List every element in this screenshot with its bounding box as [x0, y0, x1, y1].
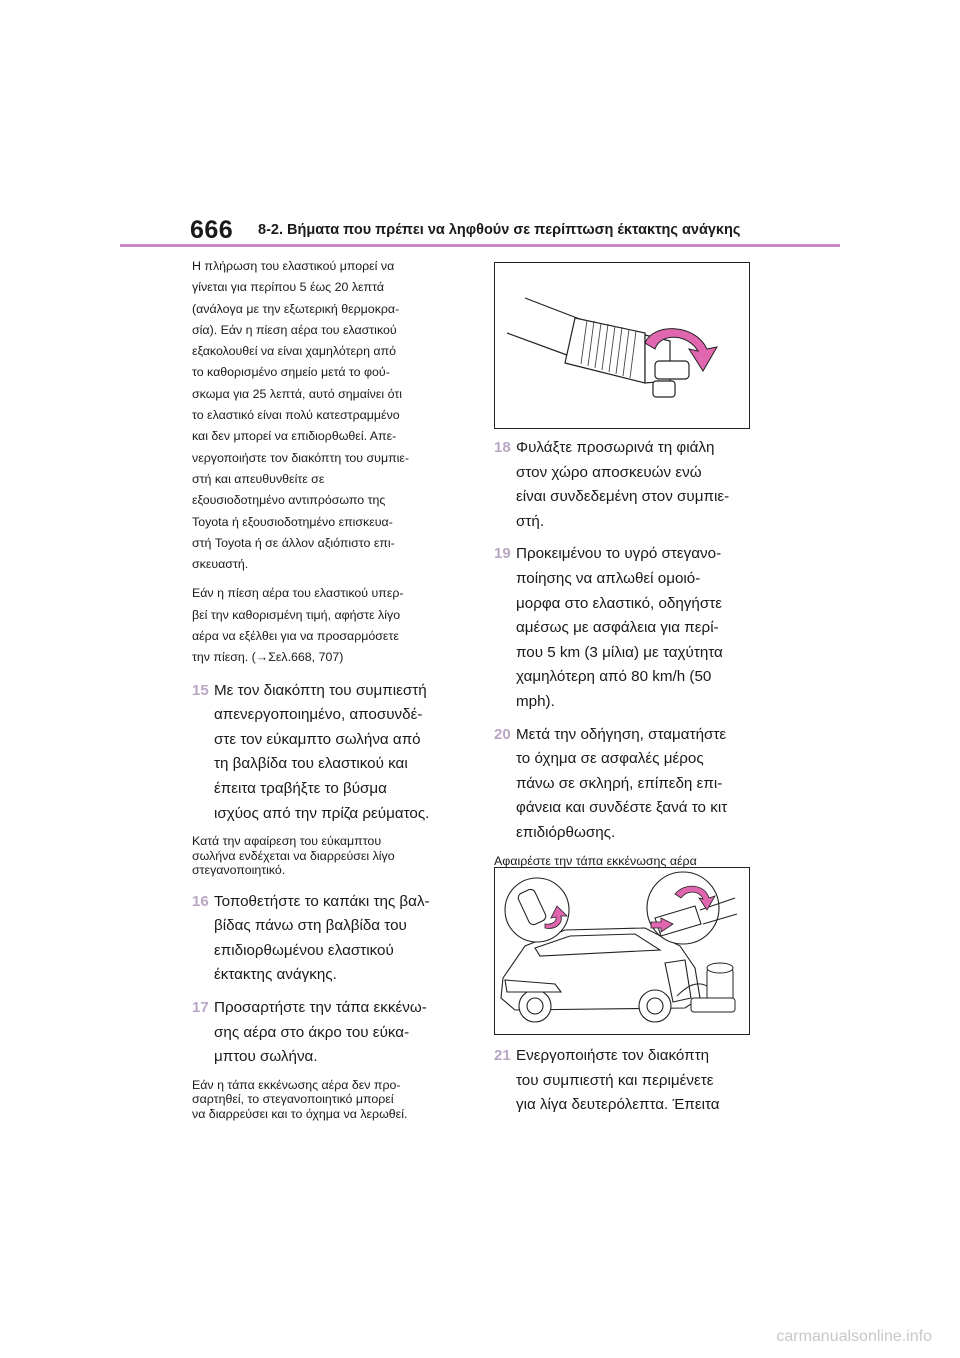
step-number: 21 [494, 1047, 511, 1064]
step-number: 15 [192, 681, 209, 699]
right-column-bottom [494, 1044, 759, 1126]
step-number: 16 [192, 892, 209, 910]
step-text: Τοποθετήστε το καπάκι της βαλ- βίδας πάνω στη βαλβίδα του επιδιορθωμένου ελαστικού έκτακτης ανάγκης. [214, 892, 430, 984]
header-rule [120, 244, 840, 247]
page-number: 666 [190, 216, 234, 244]
step-text: Φυλάξτε προσωρινά τη φιάλη στον χώρο αποσκευών ενώ είναι συνδεδεμένη στον συμπιε- στή. [516, 439, 730, 530]
hose-cap-illustration [495, 263, 749, 428]
step-16 [192, 890, 470, 988]
step-number: 17 [192, 999, 209, 1017]
step-19 [494, 542, 759, 714]
step-number: 19 [494, 545, 511, 563]
overpressure-paragraph: Εάν η πίεση αέρα του ελαστικού υπερ- βεί την καθορισμένη τιμή, αφήστε λίγο αέρα να εξέλθει για να προσαρμόσετε την πίεση. (→Σελ.668, 707) [192, 586, 404, 665]
inflation-time-paragraph: Η πλήρωση του ελαστικού μπορεί να γίνεται για περίπου 5 έως 20 λεπτά (ανάλογα με την εξωτερική θερμοκρα- σία). Εάν η πίεση αέρα του ελαστικού εξακολουθεί να είναι χαμηλότερη από το καθορισμένο σημείο μετά το φού- σκωμα για 25 λεπτά, αυτό σημαίνει ότι το ελαστικό είναι πολύ κατεστραμμένο και δεν μπορεί να επιδιορθωθεί. Απε- νεργοποιήστε τον διακόπτη του συμπιε- στή και απευθυνθείτε σε εξουσιοδοτημένο αντιπρόσωπο της Toyota ή εξουσιοδοτημένο επισκευα- στή Toyota ή σε άλλον αξιόπιστο επι- σκευαστή. [192, 259, 410, 572]
step-15-note: Κατά την αφαίρεση του εύκαμπτου σωλήνα ενδέχεται να διαρρεύσει λίγο στεγανοποιητικό. [192, 834, 395, 878]
step-text: Μετά την οδήγηση, σταματήστε το όχημα σε ασφαλές μέρος πάνω σε σκληρή, επίπεδη επι- φάνεια και συνδέστε ξανά το κιτ επιδιόρθωσης. [516, 725, 728, 841]
hose-cap-figure [494, 262, 750, 429]
step-21 [494, 1044, 759, 1118]
step-number: 18 [494, 439, 511, 456]
right-column-top [494, 436, 759, 909]
step-15 [192, 679, 470, 827]
vehicle-repair-kit-illustration [495, 868, 749, 1034]
step-20 [494, 723, 759, 846]
step-17 [192, 996, 470, 1070]
step-20-note: Αφαιρέστε την τάπα εκκένωσης αέρα [494, 853, 697, 868]
valve-inset-circle [505, 878, 569, 942]
step-text: Ενεργοποιήστε τον διακόπτη του συμπιεστή και περιμένετε για λίγα δευτερόλεπτα. Έπειτα [516, 1047, 720, 1114]
step-text: Με τον διακόπτη του συμπιεστή απενεργοποιημένο, αποσυνδέ- στε τον εύκαμπτο σωλήνα από τη βαλβίδα του ελαστικού και έπειτα τραβήξτε το βύσμα ισχύος από την πρίζα ρεύματος. [214, 681, 430, 822]
step-text: Προκειμένου το υγρό στεγανο- ποίησης να απλωθεί ομοιό- μορφα στο ελαστικό, οδηγήστε αμέσως με ασφάλεια για περί- που 5 km (3 μίλια) με ταχύτητα χαμηλότερη από 80 km/h (50 mph). [516, 545, 723, 710]
footer-watermark: carmanualsonline.info [776, 1328, 932, 1345]
step-17-note: Εάν η τάπα εκκένωσης αέρα δεν προ- σαρτηθεί, το στεγανοποιητικό μπορεί να διαρρεύσει και το όχημα να λερωθεί. [192, 1077, 408, 1121]
step-number: 20 [494, 725, 511, 743]
hose-inset-circle [647, 872, 737, 944]
section-title: 8-2. Βήματα που πρέπει να ληφθούν σε περίπτωση έκτακτης ανάγκης [258, 222, 741, 238]
left-column [192, 256, 470, 1133]
step-text: Προσαρτήστε την τάπα εκκένω- σης αέρα στο άκρο του εύκα- μπτου σωλήνα. [214, 999, 427, 1066]
vehicle-repair-kit-figure [494, 867, 750, 1035]
step-18 [494, 436, 759, 534]
